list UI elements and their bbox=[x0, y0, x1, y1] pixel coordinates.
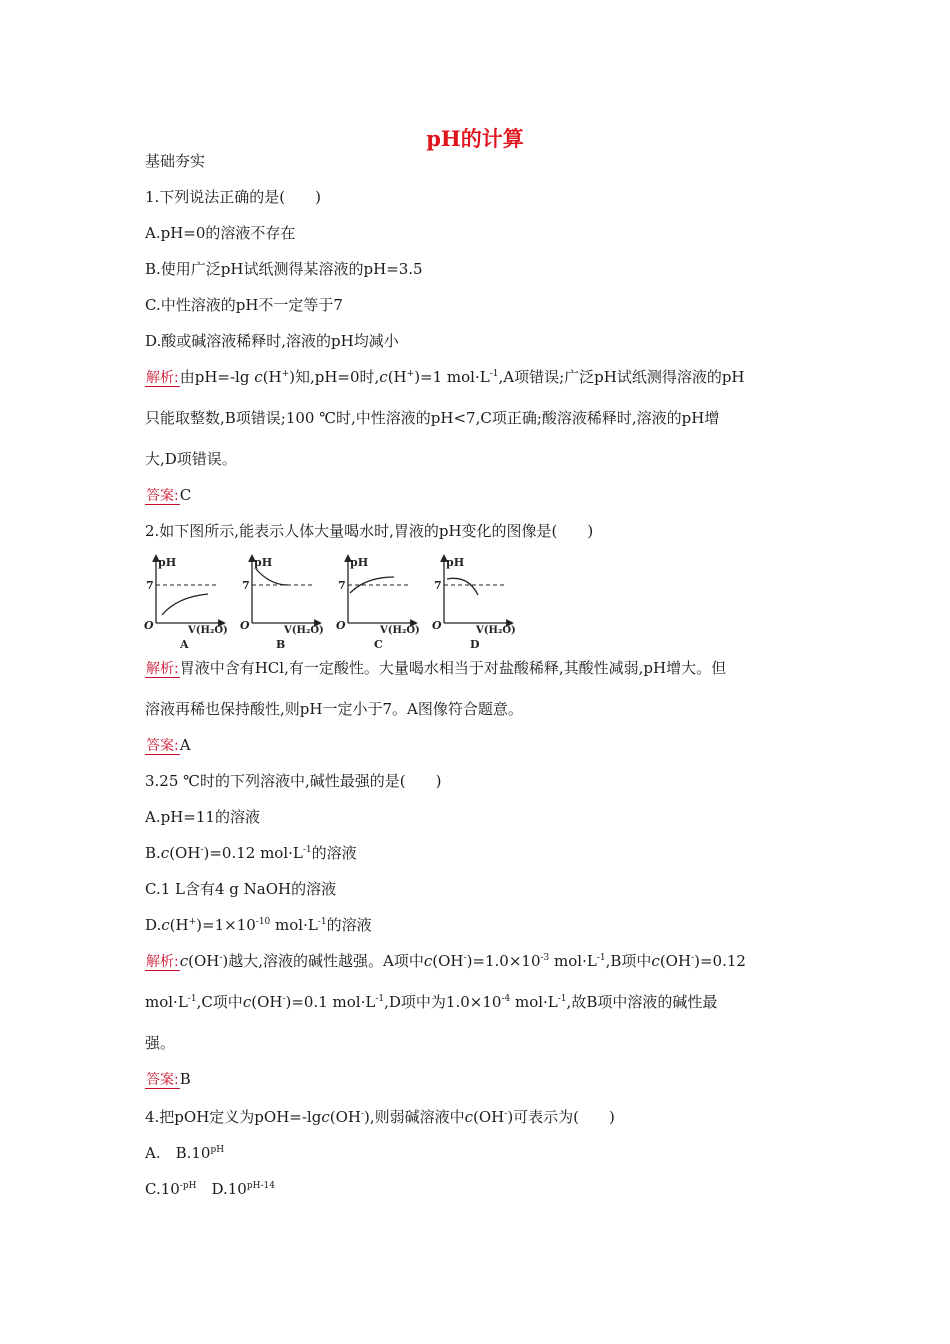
graph-a-x-label: V(H₂O) bbox=[188, 625, 228, 636]
graph-d-seven: 7 bbox=[434, 579, 442, 592]
q3-stem: 3.25 ℃时的下列溶液中,碱性最强的是( ) bbox=[145, 772, 442, 790]
graph-d-letter: D bbox=[470, 638, 480, 651]
graph-c-letter: C bbox=[374, 638, 383, 651]
answer-label: 答案: bbox=[146, 488, 179, 504]
graph-a-y-label: pH bbox=[158, 556, 177, 569]
graph-a-seven: 7 bbox=[146, 579, 154, 592]
q2-analysis-line-1: 解析:胃液中含有HCl,有一定酸性。大量喝水相当于对盐酸稀释,其酸性减弱,pH增大。但 bbox=[146, 659, 727, 677]
q3-analysis-line-3: 强。 bbox=[145, 1034, 176, 1052]
q4-options-ab: A. $B.10^{pH}$ bbox=[145, 1144, 225, 1162]
graph-b-seven: 7 bbox=[242, 579, 250, 592]
graph-d-origin: O bbox=[432, 619, 442, 632]
graph-a-origin: O bbox=[144, 619, 154, 632]
q3-analysis-line-1: 解析:c(OH-)越大,溶液的碱性越强。A项中$c(OH^-)=1.0\times 10^{-3}$ $mol\cdot L^{-1},B$项中c(OH-)=0.12 bbox=[146, 952, 746, 970]
graph-d-y-label: pH bbox=[446, 556, 465, 569]
q1-option-b: B.使用广泛pH试纸测得某溶液的pH=3.5 bbox=[145, 260, 423, 278]
graph-b-y-label: pH bbox=[254, 556, 273, 569]
q1-analysis-line-1: 解析:由pH=-lg c(H+)知,pH=0时,c(H+)=1 $mol\cdot L^{-1},A$项错误;广泛pH试纸测得溶液的pH bbox=[146, 368, 745, 386]
q3-option-c: C.1 L含有4 g NaOH的溶液 bbox=[145, 880, 337, 898]
q1-option-a: A.pH=0的溶液不存在 bbox=[145, 224, 296, 242]
q3-option-b: B.c(OH-)=0.12 $mol\cdot L^{-1}$的溶液 bbox=[145, 844, 357, 862]
q1-stem: 1.下列说法正确的是( ) bbox=[145, 188, 322, 206]
graph-b-origin: O bbox=[240, 619, 250, 632]
graph-c-seven: 7 bbox=[338, 579, 346, 592]
section-heading: 基础夯实 bbox=[145, 152, 206, 170]
q3-option-a: A.pH=11的溶液 bbox=[145, 808, 260, 826]
q1-option-d: D.酸或碱溶液稀释时,溶液的pH均减小 bbox=[145, 332, 399, 350]
q1-answer: 答案:C bbox=[146, 486, 192, 504]
graph-d-x-label: V(H₂O) bbox=[476, 625, 516, 636]
graph-c-y-label: pH bbox=[350, 556, 369, 569]
q2-graph-options bbox=[142, 553, 522, 653]
analysis-label: 解析: bbox=[146, 954, 179, 970]
q1-analysis-line-3: 大,D项错误。 bbox=[145, 450, 237, 468]
graph-b-x-label: V(H₂O) bbox=[284, 625, 324, 636]
q2-analysis-line-2: 溶液再稀也保持酸性,则pH一定小于7。A图像符合题意。 bbox=[145, 700, 523, 718]
q1-option-c: C.中性溶液的pH不一定等于7 bbox=[145, 296, 343, 314]
graph-c-x-label: V(H₂O) bbox=[380, 625, 420, 636]
answer-label: 答案: bbox=[146, 738, 179, 754]
page-title: pH的计算 bbox=[426, 126, 524, 151]
analysis-label: 解析: bbox=[146, 661, 179, 677]
q2-stem: 2.如下图所示,能表示人体大量喝水时,胃液的pH变化的图像是( ) bbox=[145, 522, 594, 540]
q3-analysis-line-2: $mol\cdot L^{-1},C$项中c(OH-)=0.1 $mol\cdot L^{-1},D$项中为$1.0\times 10^{-4}$ $mol\cdot L^{-1}$,故B项中溶液的碱性最 bbox=[145, 993, 718, 1011]
answer-label: 答案: bbox=[146, 1072, 179, 1088]
q4-stem: 4.把pOH定义为pOH=-lgc(OH-),则弱碱溶液中c(OH-)可表示为( ) bbox=[145, 1108, 615, 1126]
q3-option-d: $D.c(H^+)=1\times 10^{-10}$ $mol\cdot L^{-1}$的溶液 bbox=[145, 916, 372, 934]
analysis-label: 解析: bbox=[146, 370, 179, 386]
graph-a-letter: A bbox=[180, 638, 189, 651]
q1-analysis-line-2: 只能取整数,B项错误;100 ℃时,中性溶液的pH<7,C项正确;酸溶液稀释时,溶液的pH增 bbox=[145, 409, 720, 427]
q2-answer: 答案:A bbox=[146, 736, 191, 754]
graph-c-origin: O bbox=[336, 619, 346, 632]
q3-answer: 答案:B bbox=[146, 1070, 191, 1088]
graph-b-letter: B bbox=[276, 638, 286, 651]
q4-options-cd: $C.10^{-pH}$ $D.10^{pH-14}$ bbox=[145, 1180, 275, 1198]
